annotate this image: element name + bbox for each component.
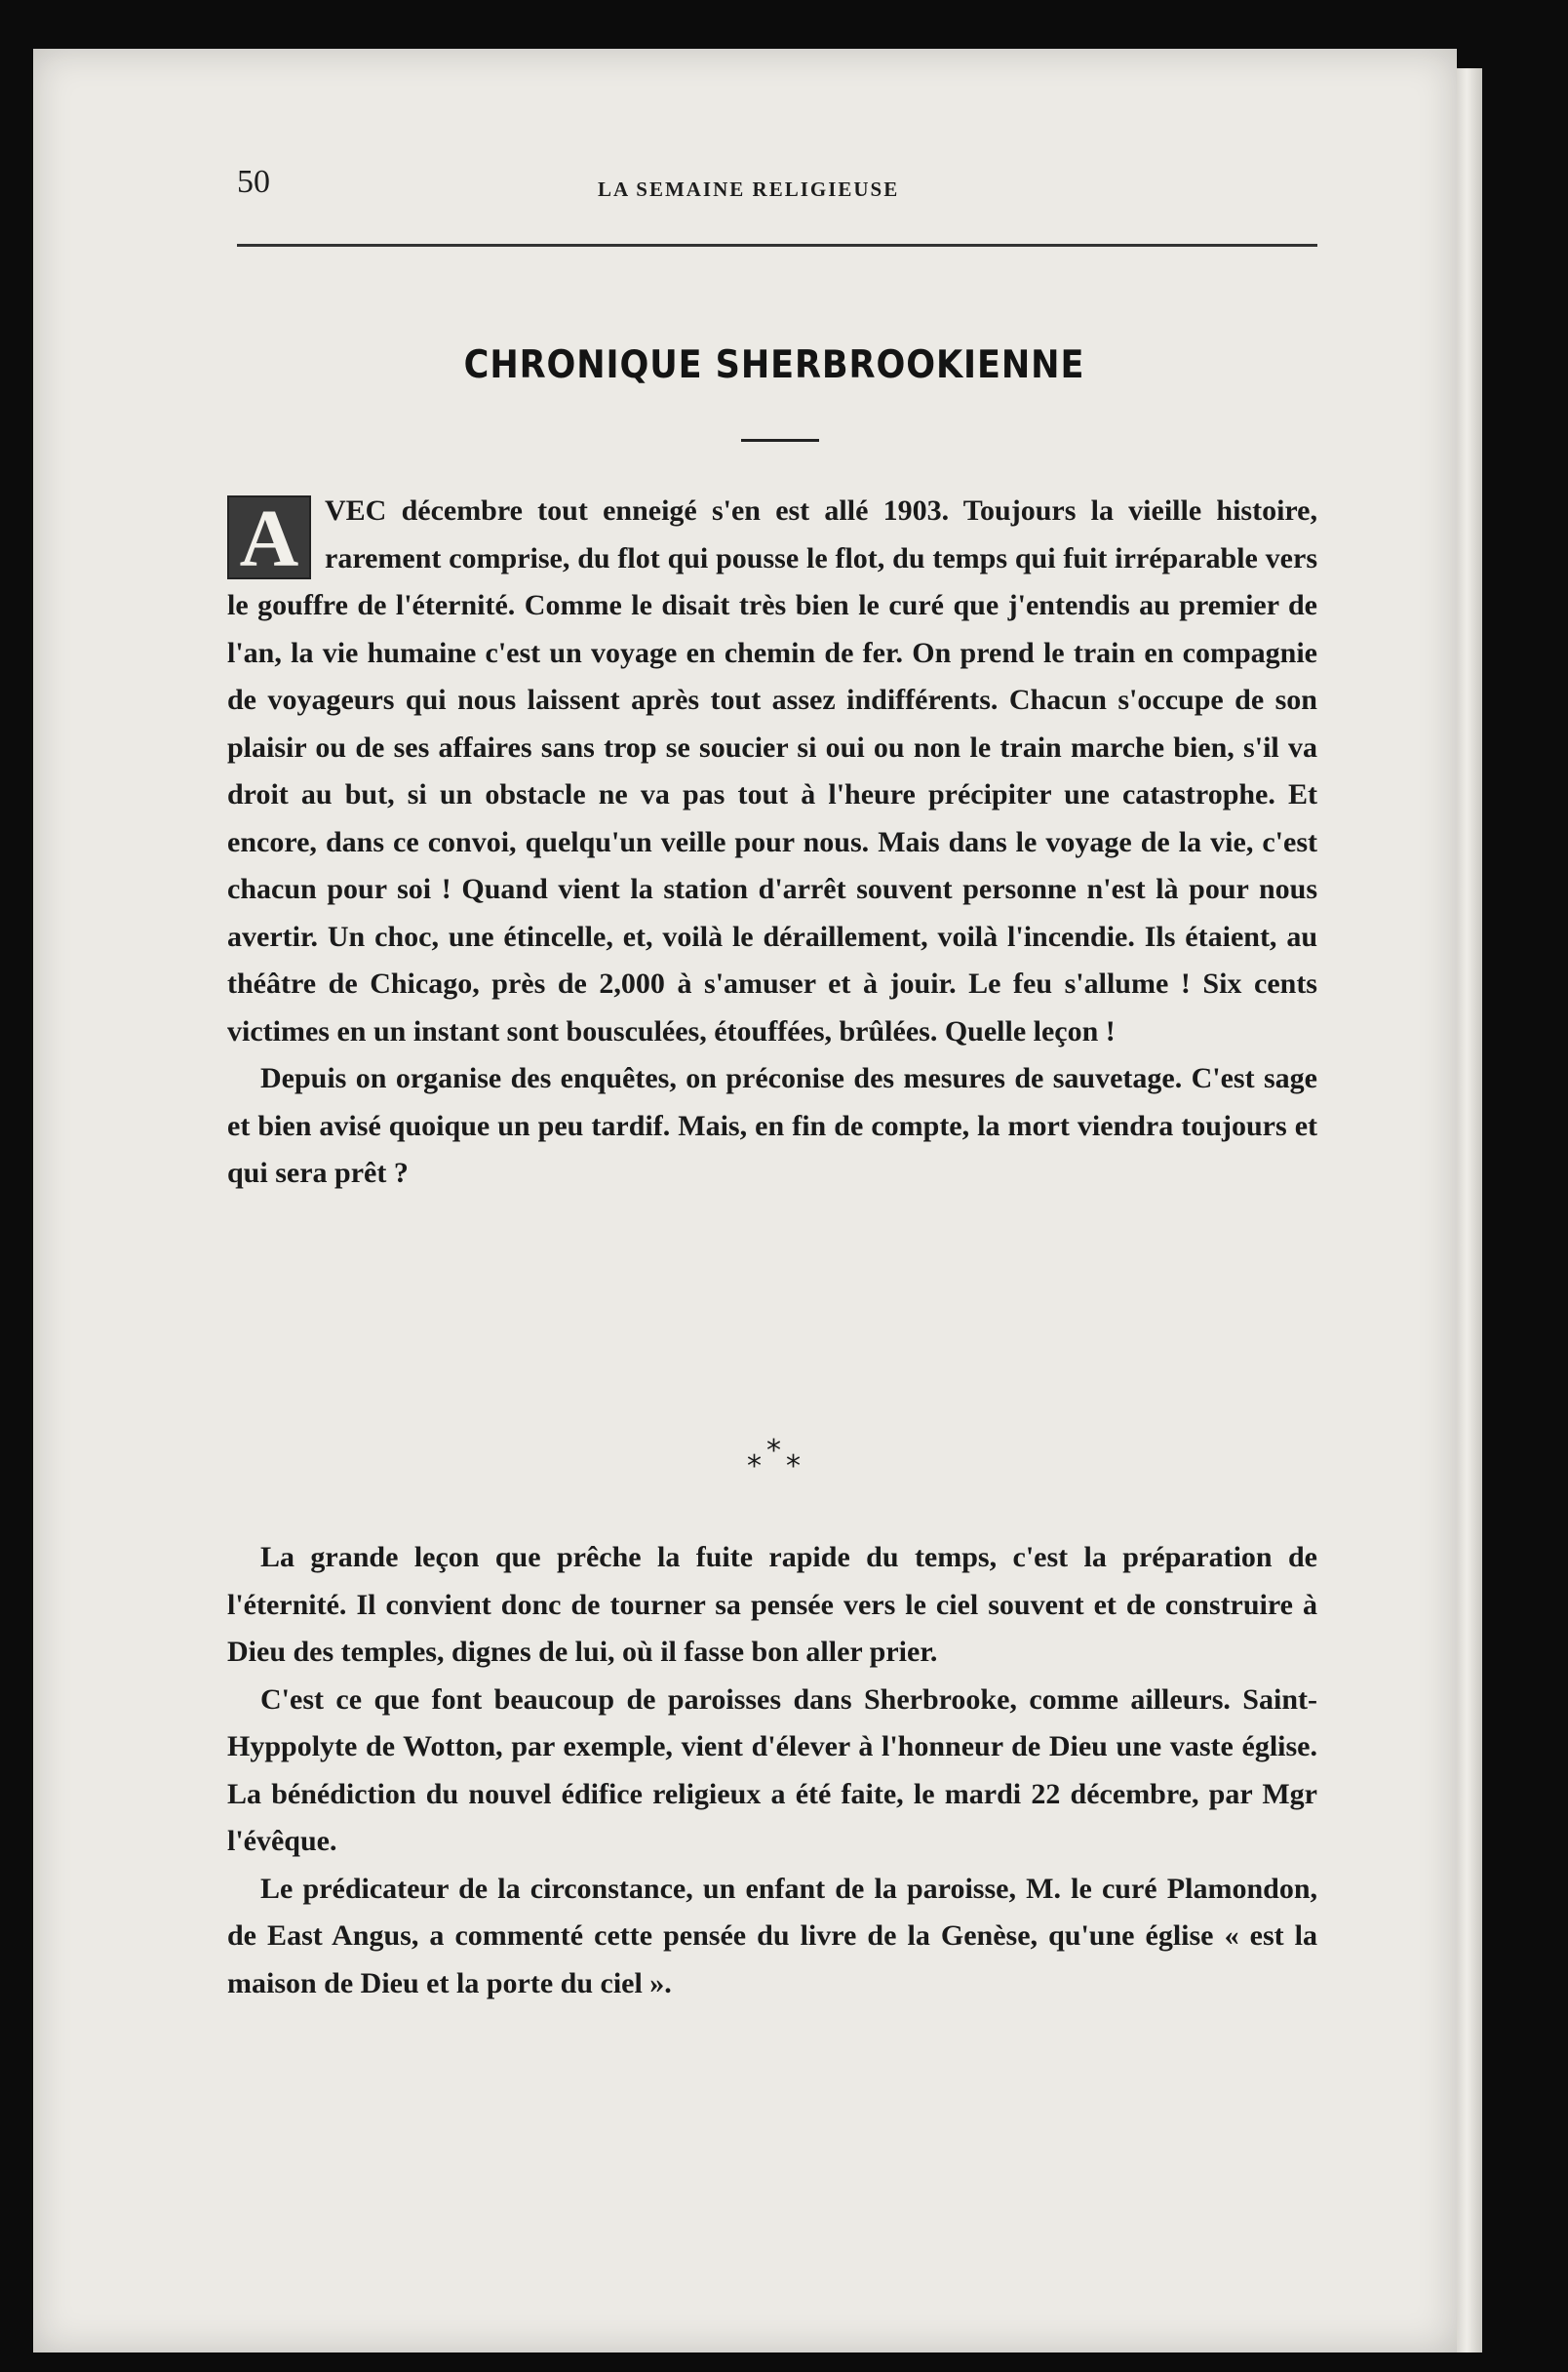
page-number: 50 <box>237 164 270 200</box>
paragraph-1 <box>227 488 1317 1055</box>
running-head <box>237 164 1317 213</box>
paragraph-3: La grande leçon que prêche la fuite rapide du temps, c'est la préparation de l'éternité. Il convient donc de tourner sa pensée vers le ciel souvent et de construire à Dieu des temples, dignes de lui, où il fasse bon aller prier. <box>227 1541 1317 1668</box>
paragraph-5: Le prédicateur de la circonstance, un enfant de la paroisse, M. le curé Plamondon, de East Angus, a commenté cette pensée du livre de la Genèse, qu'une église « est la maison de Dieu et la porte du ciel ». <box>227 1872 1317 1999</box>
header-rule <box>237 244 1317 247</box>
drop-cap: A <box>227 495 311 579</box>
paragraph-4: C'est ce que font beaucoup de paroisses dans Sherbrooke, comme ailleurs. Saint-Hyppolyte de Wotton, par exemple, vient d'élever à l'honneur de Dieu une vaste église. La bénédiction du nouvel édifice religieux a été faite, le mardi 22 décembre, par Mgr l'évêque. <box>227 1682 1317 1857</box>
page-edge <box>1457 68 1482 2352</box>
scan-border <box>1482 0 1568 2372</box>
journal-title: LA SEMAINE RELIGIEUSE <box>598 178 900 201</box>
asterism <box>733 1434 821 1492</box>
paragraph-2: Depuis on organise des enquêtes, on préconise des mesures de sauvetage. C'est sage et bien avisé quoique un peu tardif. Mais, en fin de compte, la mort viendra toujours et qui sera prêt ? <box>227 1062 1317 1189</box>
article-body-part-2 <box>227 1534 1317 2007</box>
paragraph-1-text: VEC décembre tout enneigé s'en est allé 1903. Toujours la vieille histoire, rarement comprise, du flot qui pousse le flot, du temps qui fuit irréparable vers le gouffre de l'éternité. Comme le disait très bien le curé que j'entendis au premier de l'an, la vie humaine c'est un voyage en chemin de fer. On prend le train en compagnie de voyageurs qui nous laissent après tout assez indifférents. Chacun s'occupe de son plaisir ou de ses affaires sans trop se soucier si oui ou non le train marche bien, s'il va droit au but, si un obstacle ne va pas tout à l'heure précipiter une catastrophe. Et encore, dans ce convoi, quelqu'un veille pour nous. Mais dans le voyage de la vie, c'est chacun pour soi ! Quand vient la station d'arrêt souvent personne n'est là pour nous avertir. Un choc, une étincelle, et, voilà le déraillement, voilà l'incendie. Ils étaient, au théâtre de Chicago, près de 2,000 à s'amuser et à jouir. Le feu s'allume ! Six cents victimes en un instant sont bousculées, étouffées, brûlées. Quelle leçon ! <box>227 494 1317 1048</box>
article-title: CHRONIQUE SHERBROOKIENNE <box>463 343 1085 387</box>
title-rule <box>741 439 819 442</box>
asterisk-left: * <box>747 1449 762 1483</box>
asterisk-right: * <box>786 1449 801 1483</box>
article-body-part-1 <box>227 488 1317 1198</box>
asterisk-top: * <box>766 1434 781 1468</box>
